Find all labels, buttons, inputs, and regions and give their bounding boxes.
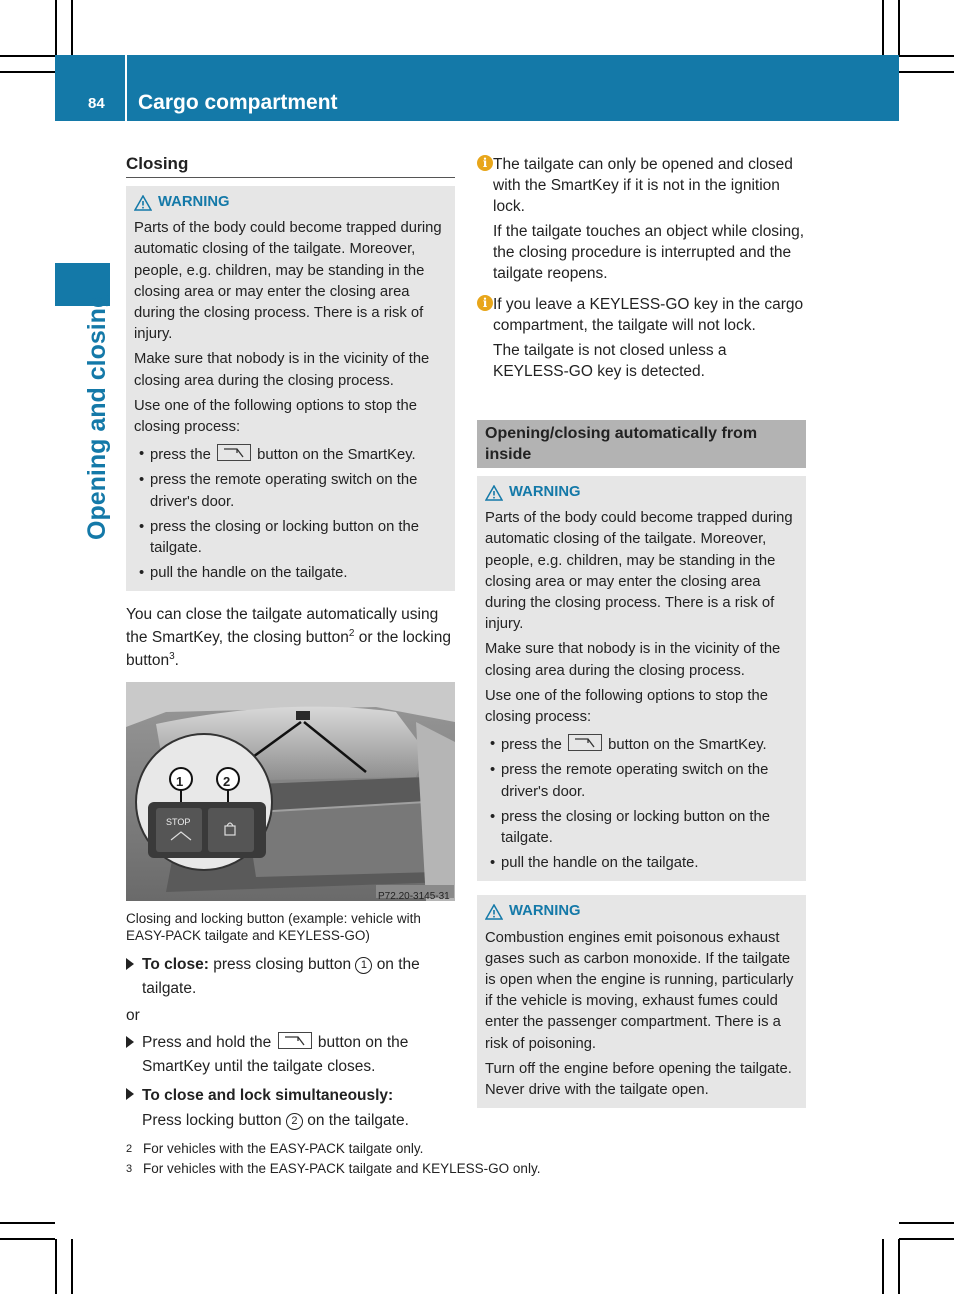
bullet-item: • press the button on the SmartKey.: [139, 446, 416, 464]
instruction-step: Press and hold the button on the SmartKey until the tailgate closes.: [126, 1031, 455, 1079]
warning-triangle-icon: [485, 485, 503, 501]
info-note: i The tailgate can only be opened and closed with the SmartKey if it is not in the ignition lock. If the tailgate touches an object while closing, the closing procedure is interrupted and the tailgate reopens.: [477, 154, 806, 284]
callout-ref-1: 1: [355, 957, 372, 974]
crop-mark: [71, 1239, 73, 1294]
bullet-item: • press the button on the SmartKey.: [490, 736, 767, 754]
crop-mark: [0, 71, 55, 73]
warning-header: [485, 482, 798, 503]
callout-1: 1: [176, 774, 184, 790]
left-column: [126, 153, 455, 1137]
warning-text: Turn off the engine before opening the tailgate. Never drive with the tailgate open.: [485, 1060, 792, 1099]
warning-header: [134, 192, 447, 213]
crop-mark: [0, 55, 55, 57]
warning-label: WARNING: [509, 903, 581, 920]
footnote: 2 For vehicles with the EASY-PACK tailgate only.: [126, 1141, 424, 1156]
info-icon: i: [477, 155, 493, 171]
tailgate-key-icon: [278, 1032, 312, 1049]
bullet-item: • press the remote operating switch on the driver's door.: [490, 762, 769, 800]
crop-mark: [0, 1238, 55, 1240]
footnote-ref: 2: [348, 628, 355, 640]
warning-text: Make sure that nobody is in the vicinity of the closing area during the closing process.: [485, 641, 781, 679]
crop-mark: [882, 0, 884, 55]
tailgate-key-icon: [568, 734, 602, 751]
crop-mark: [882, 1239, 884, 1294]
page-title: Cargo compartment: [138, 91, 338, 114]
or-text: or: [126, 1007, 140, 1025]
tailgate-key-icon: [217, 444, 251, 461]
instruction-step: To close and lock simultaneously: Press locking button 2 on the tailgate.: [126, 1083, 455, 1133]
warning-label: WARNING: [509, 484, 581, 500]
bullet-item: • press the remote operating switch on the driver's door.: [139, 472, 418, 510]
page-number: 84: [88, 95, 105, 112]
footnote-ref: 3: [169, 651, 175, 663]
crop-mark: [71, 0, 73, 55]
warning-header: [485, 901, 798, 922]
crop-mark: [55, 0, 57, 55]
stop-label: STOP: [166, 817, 191, 828]
callout-ref-2: 2: [286, 1113, 303, 1130]
warning-box: [126, 186, 455, 591]
section-subheading: Closing: [126, 153, 455, 178]
bullet-item: • pull the handle on the tailgate.: [490, 855, 699, 872]
crop-mark: [899, 1238, 954, 1240]
page-header: [55, 55, 899, 121]
image-ref-code: P72.20-3145-31: [378, 891, 450, 903]
footnotes: [126, 1139, 540, 1179]
bullet-item: • press the closing or locking button on the tailgate.: [490, 808, 770, 847]
tailgate-illustration: [126, 682, 455, 901]
warning-text: Parts of the body could become trapped during automatic closing of the tailgate. Moreover, people, e.g. children, may be standing in the closing area or may enter the closing area during the closing process. There is a risk of injury.: [485, 510, 793, 633]
instruction-step: To close: press closing button 1 on the tailgate.: [126, 953, 455, 1001]
crop-mark: [0, 1222, 55, 1224]
section-heading: Opening/closing automatically from inside: [477, 420, 806, 468]
warning-triangle-icon: [485, 904, 503, 920]
header-divider: [125, 55, 127, 121]
footnote: 3 For vehicles with the EASY-PACK tailgate and KEYLESS-GO only.: [126, 1161, 541, 1176]
info-icon: i: [477, 295, 493, 311]
crop-mark: [898, 1239, 900, 1294]
crop-mark: [898, 0, 900, 55]
right-column: [477, 154, 806, 1108]
warning-triangle-icon: [134, 195, 152, 211]
crop-mark: [899, 1222, 954, 1224]
bullet-item: • press the closing or locking button on the tailgate.: [139, 518, 419, 557]
crop-mark: [899, 71, 954, 73]
warning-text: Use one of the following options to stop the closing process:: [485, 687, 768, 726]
callout-2: 2: [223, 774, 231, 790]
warning-label: WARNING: [158, 194, 230, 210]
figure-caption: Closing and locking button (example: vehicle with EASY-PACK tailgate and KEYLESS-GO): [126, 911, 421, 944]
warning-text: Parts of the body could become trapped during automatic closing of the tailgate. Moreover, people, e.g. children, may be standing in the closing area or may enter the closing area during the closing process. There is a risk of injury.: [134, 220, 442, 343]
warning-text: Use one of the following options to stop the closing process:: [134, 397, 417, 436]
warning-text: Combustion engines emit poisonous exhaust gases such as carbon monoxide. If the tailgate is open when the engine is running, particularly if the vehicle is moving, exhaust fumes could enter the passenger compartment. There is a risk of poisoning.: [485, 929, 794, 1052]
body-paragraph: You can close the tailgate automatically using the SmartKey, the closing button$^2$ or the locking button$^3$.: [126, 606, 451, 670]
warning-box: [477, 476, 806, 881]
chapter-title: Opening and closing: [83, 292, 111, 540]
info-note: i If you leave a KEYLESS-GO key in the cargo compartment, the tailgate will not lock. The tailgate is not closed unless a KEYLESS-GO key is detected.: [477, 294, 806, 382]
warning-box: [477, 895, 806, 1108]
crop-mark: [55, 1239, 57, 1294]
bullet-item: • pull the handle on the tailgate.: [139, 565, 348, 582]
warning-text: Make sure that nobody is in the vicinity of the closing area during the closing process.: [134, 351, 430, 389]
crop-mark: [899, 55, 954, 57]
